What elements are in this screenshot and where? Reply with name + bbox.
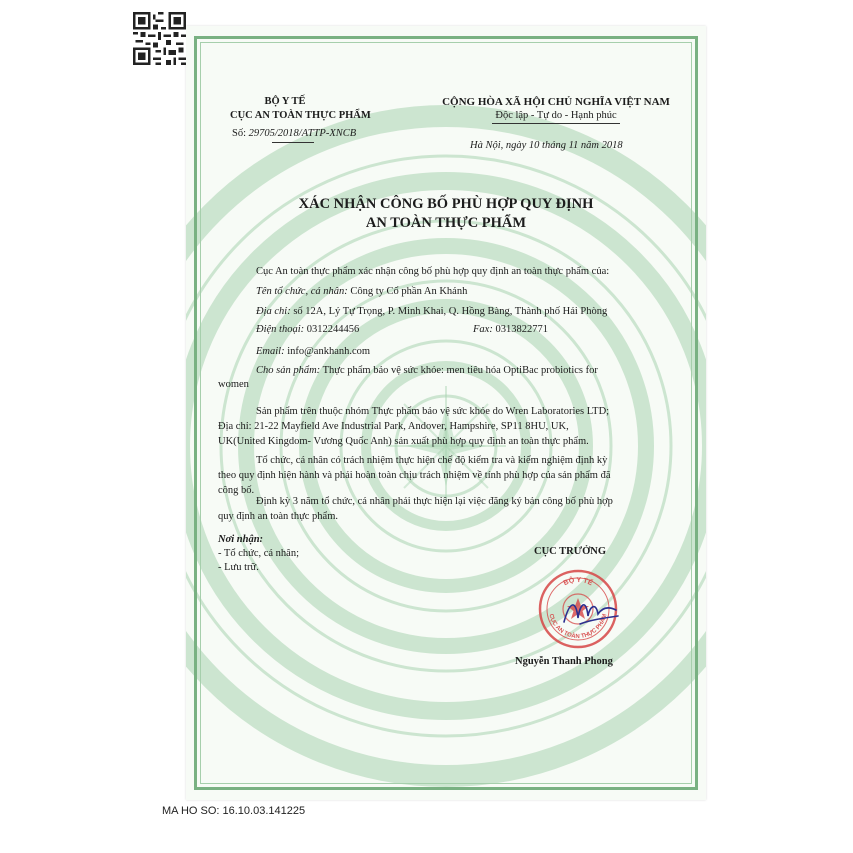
ministry-name: BỘ Y TẾ: [264, 96, 306, 107]
organization-value: Công ty Cổ phần An Khánh: [350, 286, 468, 297]
seal-bottom-text: CỤC AN TOÀN THỰC PHẨM: [547, 613, 609, 641]
periodic-line-2: quy định an toàn thực phẩm.: [218, 511, 339, 522]
manufacturer-paragraph: [218, 404, 678, 449]
qr-code: [133, 12, 186, 65]
periodic-paragraph: [218, 494, 678, 524]
address-label: Địa chỉ:: [256, 306, 291, 317]
seal-top-text: BỘ Y TẾ: [562, 576, 594, 588]
responsibility-line-3: công bố.: [218, 485, 255, 496]
email-label: Email:: [256, 346, 285, 357]
product-value-continued: women: [218, 379, 249, 390]
document-title-line-1: XÁC NHẬN CÔNG BỐ PHÙ HỢP QUY ĐỊNH: [298, 196, 594, 212]
fax-label: Fax:: [473, 324, 493, 335]
phone-row: [256, 323, 359, 337]
recipient-item-1: - Tổ chức, cá nhân;: [218, 548, 300, 559]
handwritten-signature: [560, 594, 622, 632]
product-label: Cho sản phẩm:: [256, 365, 321, 376]
reference-label: Số:: [232, 128, 247, 139]
responsibility-line-1: Tổ chức, cá nhân có trách nhiệm thực hiện chế độ kiểm tra và kiểm nghiệm định kỳ: [256, 455, 608, 466]
product-row: [256, 364, 598, 378]
signatory-position: CỤC TRƯỞNG: [534, 546, 607, 557]
motto-underline: [492, 123, 620, 124]
recipient-item-2: - Lưu trữ.: [218, 562, 259, 573]
dossier-code: MA HO SO: 16.10.03.141225: [162, 805, 306, 817]
place-date: Hà Nội, ngày 10 tháng 11 năm 2018: [470, 140, 623, 151]
email-value: info@ankhanh.com: [287, 346, 371, 357]
department-name: CỤC AN TOÀN THỰC PHẨM: [230, 110, 371, 121]
address-value: số 12A, Lý Tự Trọng, P. Minh Khai, Q. Hồng Bàng, Thành phố Hải Phòng: [293, 306, 608, 317]
manufacturer-line-3: UK(United Kingdom- Vương Quốc Anh) sản xuất phù hợp quy định an toàn thực phẩm.: [218, 436, 589, 447]
phone-value: 0312244456: [306, 324, 360, 335]
address-row: [256, 305, 607, 319]
fax-value: 0313822771: [495, 324, 548, 335]
product-value: Thực phẩm bảo vệ sức khỏe: men tiêu hóa OptiBac probiotics for: [322, 365, 598, 376]
manufacturer-line-1: Sản phẩm trên thuộc nhóm Thực phẩm bảo vệ sức khỏe do Wren Laboratories LTD;: [256, 406, 610, 417]
national-motto: Độc lập - Tự do - Hạnh phúc: [495, 110, 617, 121]
reference-number: [232, 127, 356, 141]
fax-row: [473, 323, 548, 337]
responsibility-paragraph: [218, 453, 678, 498]
signer-name: Nguyễn Thanh Phong: [515, 656, 613, 667]
intro-text: Cục An toàn thực phẩm xác nhận công bố phù hợp quy định an toàn thực phẩm của:: [256, 266, 610, 277]
document-title-line-2: AN TOÀN THỰC PHẨM: [365, 215, 527, 231]
recipients-label: Nơi nhận:: [218, 534, 264, 545]
republic-name: CỘNG HÒA XÃ HỘI CHỦ NGHĨA VIỆT NAM: [442, 96, 670, 108]
header-left-underline: [272, 142, 314, 143]
organization-label: Tên tổ chức, cá nhân:: [256, 286, 348, 297]
svg-text:BỘ Y TẾ: [563, 575, 595, 587]
organization-row: [256, 285, 467, 299]
responsibility-line-2: theo quy định hiện hành và phải hoàn toàn chịu trách nhiệm về tính phù hợp của sản phẩm đã: [218, 470, 611, 481]
email-row: [256, 345, 370, 359]
periodic-line-1: Định kỳ 3 năm tổ chức, cá nhân phải thực hiện lại việc đăng ký bản công bố phù hợp: [256, 496, 613, 507]
manufacturer-line-2: Địa chỉ: 21-22 Mayfield Ave Industrial Park, Andover, Hampshire, SP11 8HU, UK,: [218, 421, 569, 432]
phone-label: Điện thoại:: [256, 324, 305, 335]
reference-value: 29705/2018/ATTP-XNCB: [248, 128, 357, 139]
